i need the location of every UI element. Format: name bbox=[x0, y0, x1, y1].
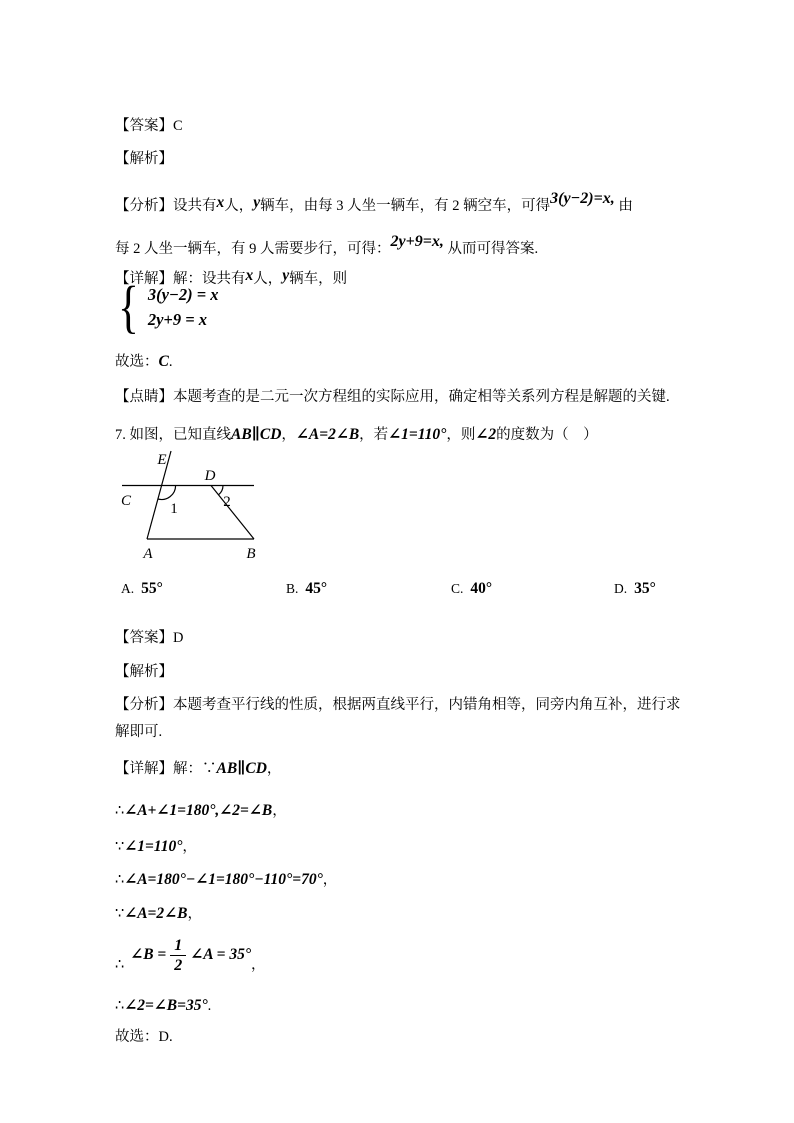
option-D-letter: D. bbox=[614, 581, 628, 596]
text-segment: ∴ bbox=[115, 871, 125, 888]
text-segment: 每 2 人坐一辆车，有 9 人需要步行，可得： bbox=[115, 240, 391, 257]
text-segment: ， bbox=[266, 760, 282, 777]
angle2-label: 2 bbox=[223, 494, 231, 510]
text-segment: AB∥CD bbox=[216, 759, 267, 777]
text-segment: 的度数为（ ） bbox=[496, 426, 598, 443]
text-segment: 【详解】解：设共有 bbox=[115, 270, 246, 287]
therefore-symbol: ∴ bbox=[115, 956, 125, 973]
q6-dianjing-line: 【点睛】本题考查的是二元一次方程组的实际应用，确定相等关系列方程是解题的关键. bbox=[115, 388, 670, 405]
option-A-value: 55° bbox=[141, 580, 163, 597]
q7-fraction-line bbox=[115, 936, 266, 975]
q7-detail-line5 bbox=[115, 904, 202, 924]
text-segment: ， bbox=[281, 426, 296, 443]
text-segment: ，则 bbox=[446, 426, 476, 443]
comma: ， bbox=[251, 956, 266, 973]
text-segment: 2y+9=x, bbox=[390, 232, 444, 250]
point-label-B: B bbox=[246, 546, 256, 562]
q7-choice-line: 故选：D. bbox=[115, 1028, 173, 1045]
text-segment: ，若 bbox=[359, 426, 389, 443]
text-segment: 人， bbox=[224, 197, 254, 214]
text-segment: ， bbox=[187, 905, 202, 922]
option-A-letter: A. bbox=[121, 581, 135, 596]
option-B-value: 45° bbox=[305, 580, 328, 597]
q7-analysis-line2: 解即可. bbox=[115, 723, 163, 740]
text-segment: ∠2=∠B=35° bbox=[124, 996, 208, 1014]
text-segment: 3(y−2)=x, bbox=[550, 189, 615, 207]
text-segment: 从而可得答案. bbox=[443, 240, 539, 257]
option-C-value: 40° bbox=[470, 580, 493, 597]
q7-detail-line1 bbox=[115, 759, 281, 779]
text-segment: ∠2 bbox=[475, 425, 497, 443]
text-segment: . bbox=[207, 997, 212, 1014]
text-segment: C bbox=[158, 352, 169, 370]
text-segment: ， bbox=[322, 871, 338, 888]
q6-answer-line bbox=[115, 116, 183, 136]
q7-detail-line7 bbox=[115, 996, 211, 1016]
text-segment: 【分析】设共有 bbox=[115, 197, 217, 214]
text-segment: 人， bbox=[253, 270, 283, 287]
text-segment: 由 bbox=[614, 197, 633, 214]
text-segment: ∴ bbox=[115, 997, 125, 1014]
text-segment: C bbox=[173, 117, 183, 134]
fraction-numerator: 1 bbox=[170, 936, 186, 956]
text-segment: 【详解】解：∵ bbox=[115, 760, 217, 777]
line-DB bbox=[211, 486, 254, 540]
q7-jiexi-label: 【解析】 bbox=[115, 663, 173, 680]
text-segment: ∠1=110° bbox=[124, 837, 183, 855]
option-C bbox=[451, 579, 492, 599]
fraction-left-expr: ∠B = bbox=[130, 946, 167, 963]
text-segment: ， bbox=[272, 802, 287, 819]
point-label-A: A bbox=[143, 546, 153, 562]
text-segment: 故选： bbox=[115, 353, 159, 370]
q7-answer-line bbox=[115, 628, 183, 648]
text-segment: AB∥CD bbox=[231, 425, 282, 443]
q7-detail-line2 bbox=[115, 801, 287, 821]
text-segment: D bbox=[173, 629, 184, 646]
q7-question-line bbox=[115, 425, 598, 445]
option-D-value: 35° bbox=[634, 580, 656, 597]
text-segment: ∴ bbox=[115, 802, 125, 819]
text-segment: ∠A=2∠B bbox=[124, 904, 188, 922]
system-brace: { bbox=[118, 274, 139, 339]
q6-jiexi-label: 【解析】 bbox=[115, 150, 173, 167]
text-segment: x bbox=[216, 193, 225, 211]
option-A bbox=[121, 579, 163, 599]
text-segment: . bbox=[168, 353, 173, 370]
angle1-label: 1 bbox=[170, 501, 178, 517]
text-segment: ∠A+∠1=180°,∠2=∠B bbox=[124, 801, 273, 819]
option-D bbox=[614, 579, 656, 599]
q6-choice-line bbox=[115, 352, 172, 372]
text-segment: x bbox=[245, 266, 254, 284]
q6-analysis-line1 bbox=[115, 189, 633, 216]
fraction-one-half bbox=[170, 936, 186, 975]
fraction-right-expr: ∠A = 35° bbox=[190, 946, 252, 963]
text-segment: y bbox=[253, 193, 261, 211]
text-segment: 7. 如图，已知直线 bbox=[115, 426, 231, 443]
text-segment: 辆车，由每 3 人坐一辆车，有 2 辆空车，可得 bbox=[260, 197, 551, 214]
q7-analysis-line1: 【分析】本题考查平行线的性质，根据两直线平行，内错角相等，同旁内角互补，进行求 bbox=[115, 696, 681, 713]
text-segment: ∠A=2∠B bbox=[295, 425, 360, 443]
q6-analysis-line2 bbox=[115, 232, 538, 259]
text-segment: y bbox=[282, 266, 290, 284]
text-segment: ∠1=110° bbox=[388, 425, 447, 443]
text-segment: 辆车，则 bbox=[289, 270, 348, 287]
text-segment: ， bbox=[182, 838, 197, 855]
point-label-C: C bbox=[120, 493, 132, 509]
text-segment: 【答案】 bbox=[115, 629, 173, 646]
text-segment: ∵ bbox=[115, 838, 125, 855]
fraction-denominator: 2 bbox=[174, 956, 183, 974]
option-C-letter: C. bbox=[451, 581, 464, 596]
equation-1: 3(y−2) = x bbox=[147, 285, 219, 304]
equation-2: 2y+9 = x bbox=[147, 310, 207, 329]
text-segment: ∵ bbox=[115, 905, 125, 922]
point-label-D: D bbox=[204, 468, 216, 484]
geometry-figure bbox=[113, 444, 273, 564]
option-B bbox=[286, 579, 327, 599]
q7-detail-line3 bbox=[115, 837, 197, 857]
q7-detail-line4 bbox=[115, 870, 337, 890]
option-B-letter: B. bbox=[286, 581, 299, 596]
point-label-E: E bbox=[157, 452, 167, 468]
text-segment: 【答案】 bbox=[115, 117, 173, 134]
text-segment: ∠A=180°−∠1=180°−110°=70° bbox=[124, 870, 323, 888]
